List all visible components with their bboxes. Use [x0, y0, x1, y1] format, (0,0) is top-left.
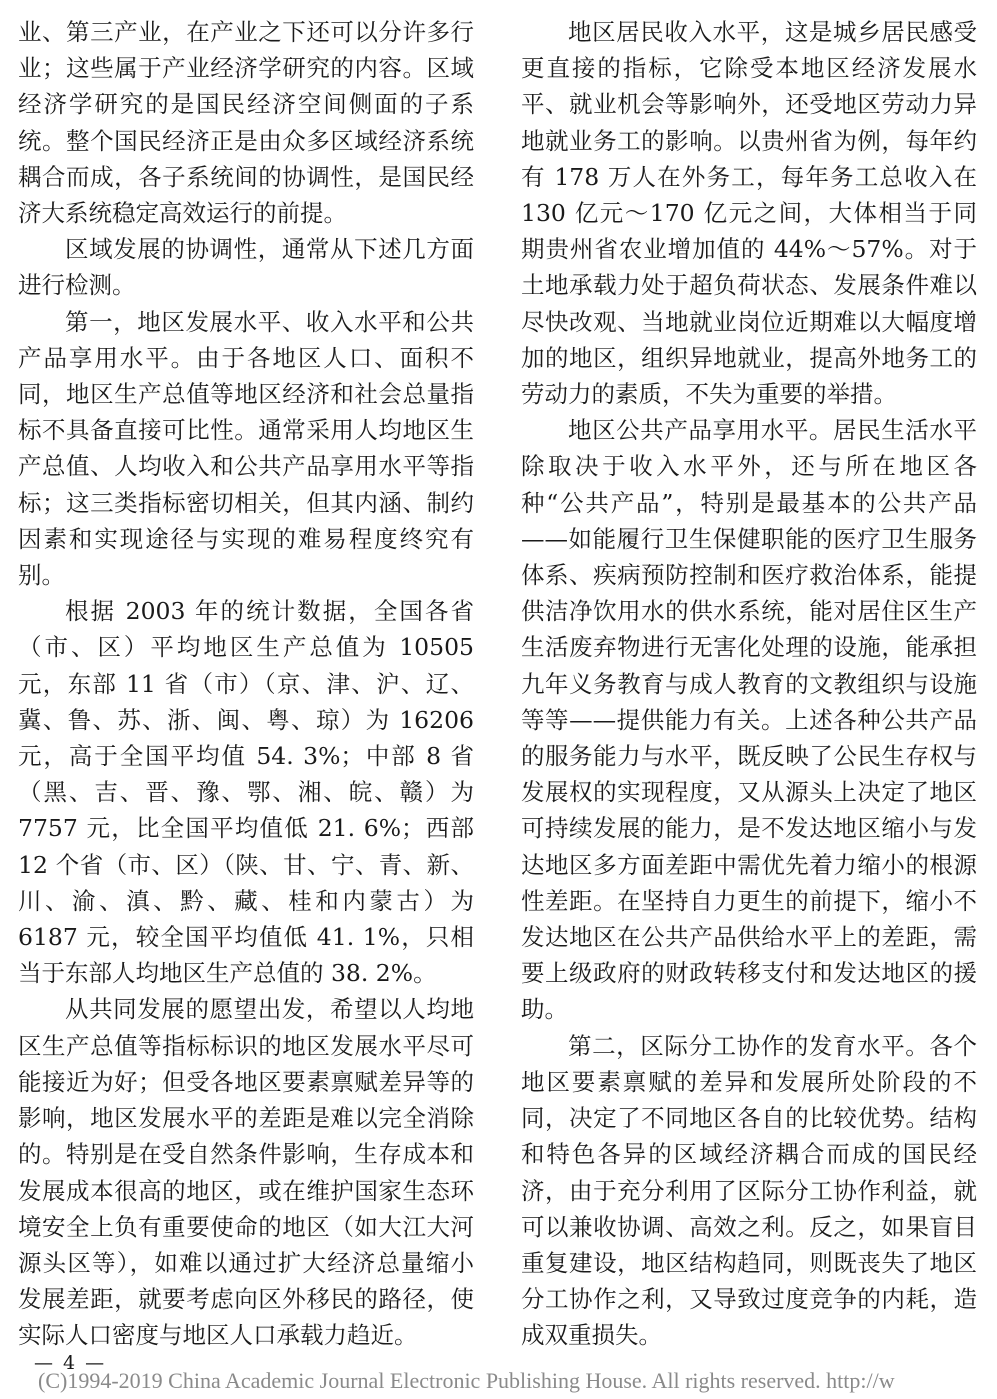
- paragraph: 第一，地区发展水平、收入水平和公共产品享用水平。由于各地区人口、面积不同，地区生产总值等地区经济和社会总量指标不具备直接可比性。通常采用人均地区生产总值、人均收入和公共产品享用水平等指标；这三类指标密切相关，但其内涵、制约因素和实现途径与实现的难易程度终究有别。: [18, 307, 474, 590]
- paragraph: 从共同发展的愿望出发，希望以人均地区生产总值等指标标识的地区发展水平尽可能接近为好；但受各地区要素禀赋差异等的影响，地区发展水平的差距是难以完全消除的。特别是在受自然条件影响，生存成本和发展成本很高的地区，或在维护国家生态环境安全上负有重要使命的地区（如大江大河源头区等），如难以通过扩大经济总量缩小发展差距，就要考虑向区外移民的路径，使实际人口密度与地区人口承载力趋近。: [18, 995, 474, 1350]
- copyright-footer: (C)1994-2019 China Academic Journal Electronic Publishing House. All rights reserved. http://w: [38, 1368, 895, 1393]
- paragraph: 地区居民收入水平，这是城乡居民感受更直接的指标，它除受本地区经济发展水平、就业机会等影响外，还受地区劳动力异地就业务工的影响。以贵州省为例，每年约有 178 万人在外务工，每年务工总收入在 130 亿元～170 亿元之间，大体相当于同期贵州省农业增加值的 44%～57%。对于土地承载力处于超负荷状态、发展条件难以尽快改观、当地就业岗位近期难以大幅度增加的地区，组织异地就业，提高外地务工的劳动力的素质，不失为重要的举措。: [521, 18, 977, 409]
- left-column: [18, 14, 474, 1354]
- paragraph: 地区公共产品享用水平。居民生活水平除取决于收入水平外，还与所在地区各种“公共产品”，特别是最基本的公共产品——如能履行卫生保健职能的医疗卫生服务体系、疾病预防控制和医疗救治体系，能提供洁净饮用水的供水系统，能对居住区生产生活废弃物进行无害化处理的设施，能承担九年义务教育与成人教育的文教组织与设施等等——提供能力有关。上述各种公共产品的服务能力与水平，既反映了公民生存权与发展权的实现程度，又从源头上决定了地区可持续发展的能力，是不发达地区缩小与发达地区多方面差距中需优先着力缩小的根源性差距。在坚持自力更生的前提下，缩小不发达地区在公共产品供给水平上的差距，需要上级政府的财政转移支付和发达地区的援助。: [521, 416, 977, 1024]
- paragraph: 根据 2003 年的统计数据，全国各省（市、区）平均地区生产总值为 10505 元，东部 11 省（市）（京、津、沪、辽、冀、鲁、苏、浙、闽、粤、琼）为 16206 元，高于全国平均值 54. 3%；中部 8 省（黑、吉、晋、豫、鄂、湘、皖、赣）为 7757 元，比全国平均值低 21. 6%；西部 12 个省（市、区）（陕、甘、宁、青、新、川、渝、滇、黔、藏、桂和内蒙古）为 6187 元，较全国平均值低 41. 1%，只相当于东部人均地区生产总值的 38. 2%。: [18, 597, 474, 988]
- paragraph: 第二，区际分工协作的发育水平。各个地区要素禀赋的差异和发展所处阶段的不同，决定了不同地区各自的比较优势。结构和特色各异的区域经济耦合而成的国民经济，由于充分利用了区际分工协作利益，就可以兼收协调、高效之利。反之，如果盲目重复建设，地区结构趋同，则既丧失了地区分工协作之利，又导致过度竞争的内耗，造成双重损失。: [521, 1031, 977, 1350]
- paragraph: 业、第三产业，在产业之下还可以分许多行业；这些属于产业经济学研究的内容。区域经济学研究的是国民经济空间侧面的子系统。整个国民经济正是由众多区域经济系统耦合而成，各子系统间的协调性，是国民经济大系统稳定高效运行的前提。: [18, 18, 474, 228]
- paragraph: 区域发展的协调性，通常从下述几方面进行检测。: [18, 235, 474, 300]
- right-column: [521, 14, 977, 1354]
- page-number: — 4 —: [34, 1352, 107, 1374]
